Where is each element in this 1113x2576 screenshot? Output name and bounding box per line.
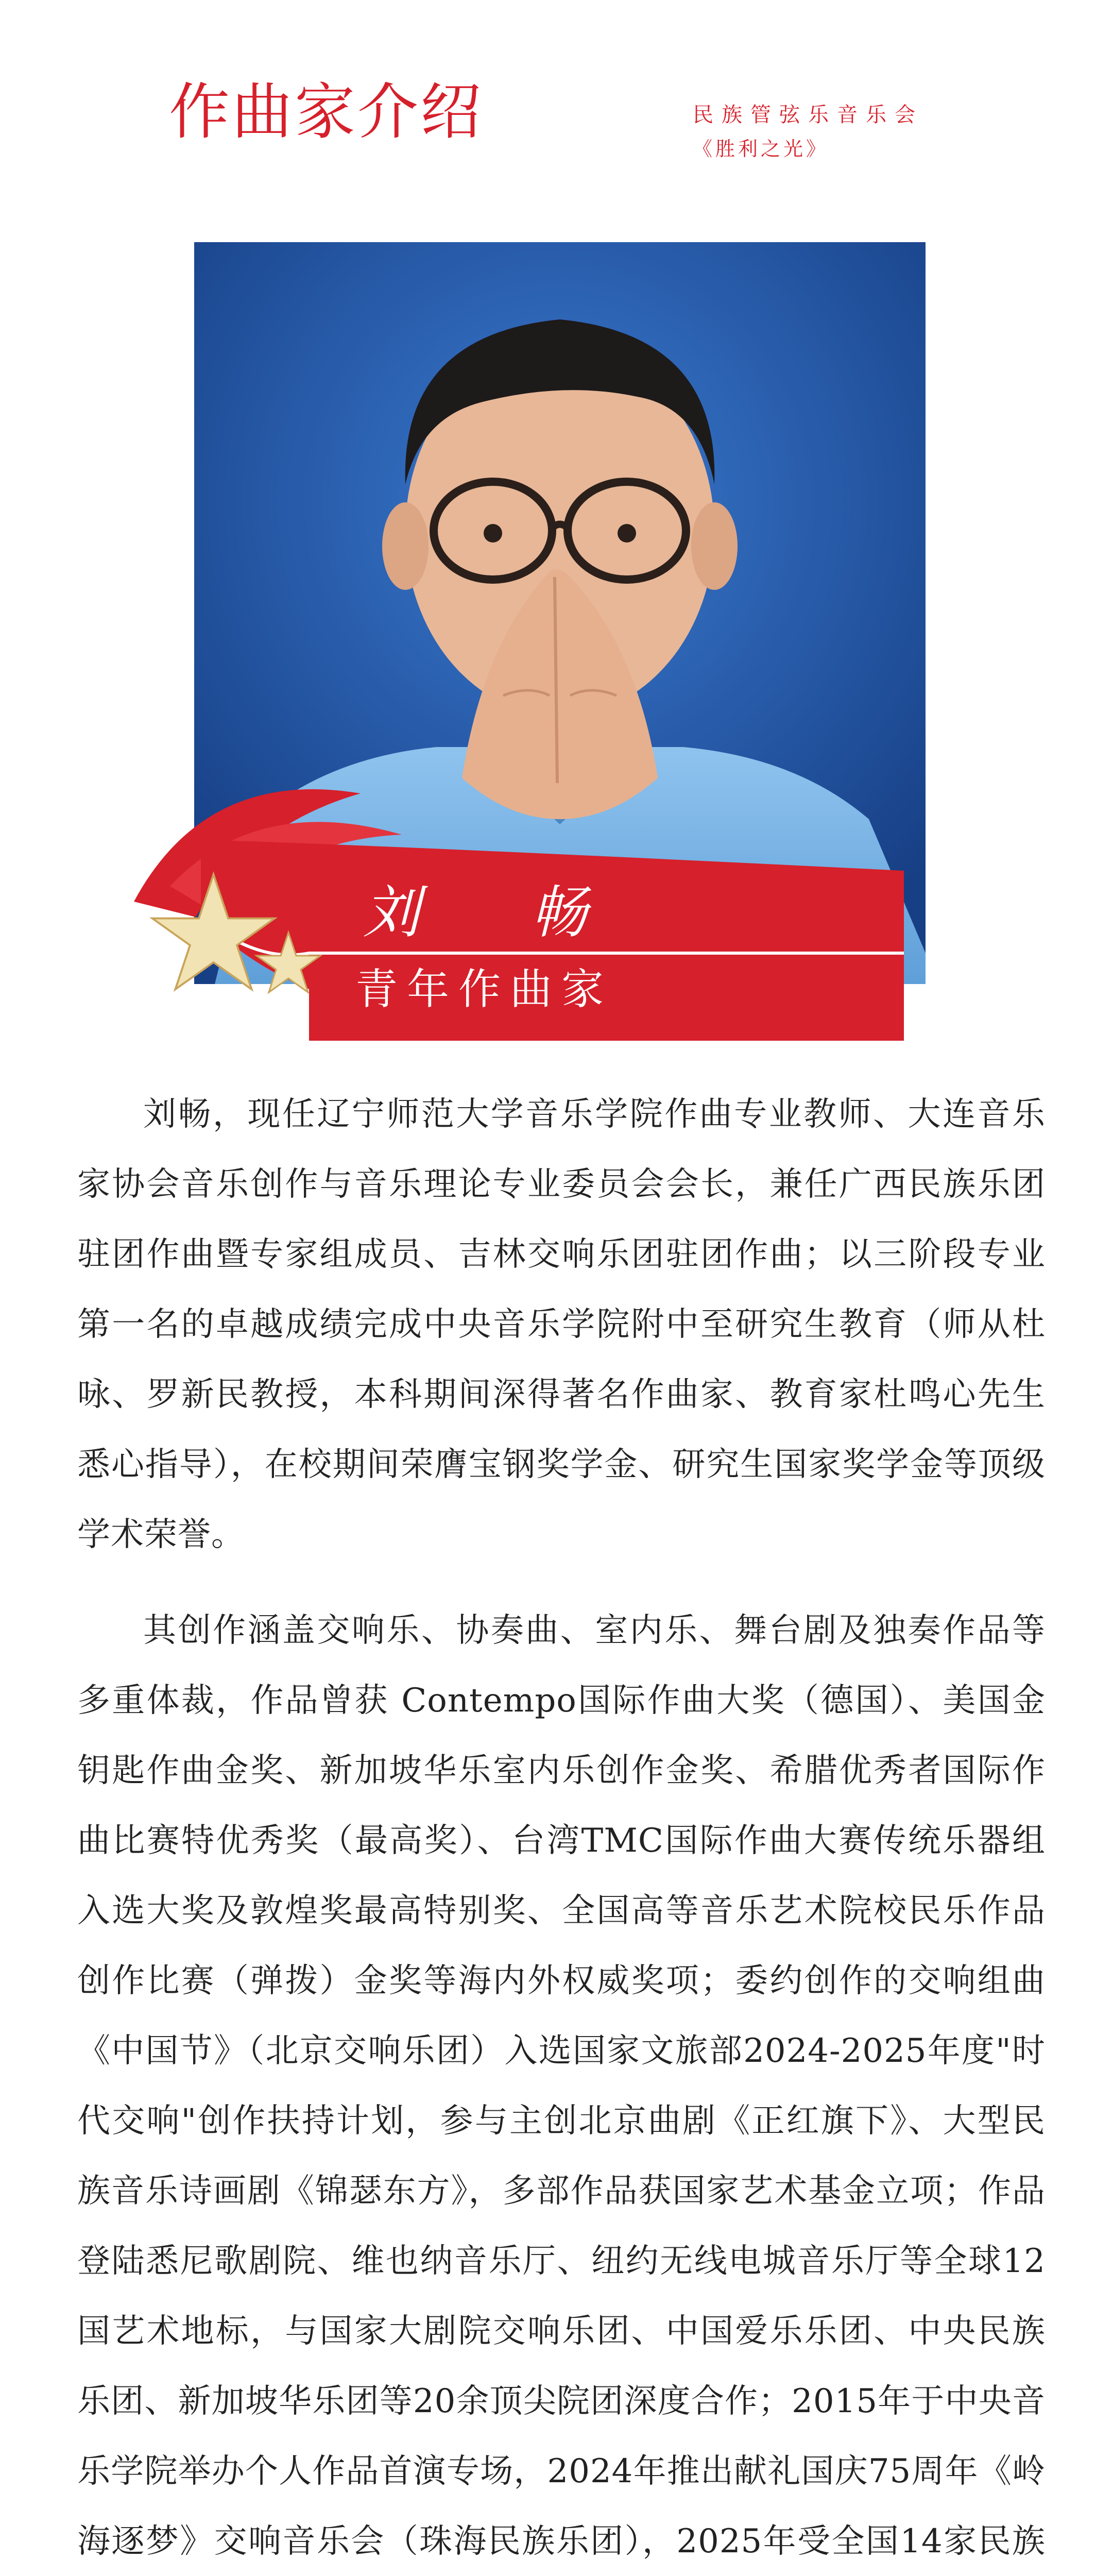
page-title: 作曲家介绍 [169,76,484,147]
concert-name-label: 《胜利之光》 [693,138,829,160]
bio-paragraph-1: 刘畅，现任辽宁师范大学音乐学院作曲专业教师、大连音乐家协会音乐创作与音乐理论专业委员会会长，兼任广西民族乐团驻团作曲暨专家组成员、吉林交响乐团驻团作曲；以三阶段专业第一名的卓越成绩完成中央音乐学院附中至研究生教育（师从杜咏、罗新民教授，本科期间深得著名作曲家、教育家杜鸣心先生悉心指导），在校期间荣膺宝钢奖学金、研究生国家奖学金等顶级学术荣誉。 [77,1095,1046,1554]
composer-name: 刘 畅 [363,879,633,945]
bio-paragraph-2: 其创作涵盖交响乐、协奏曲、室内乐、舞台剧及独奏作品等多重体裁，作品曾获 Contempo国际作曲大奖（德国）、美国金钥匙作曲金奖、新加坡华乐室内乐创作金奖、希腊优秀者国际作曲比赛特优秀奖（最高奖）、台湾TMC国际作曲大赛传统乐器组入选大奖及敦煌奖最高特别奖、全国高等音乐艺术院校民乐作品创作比赛（弹拨）金奖等海内外权威奖项；委约创作的交响组曲《中国节》（北京交响乐团）入选国家文旅部2024-2025年度"时代交响"创作扶持计划，参与主创北京曲剧《正红旗下》、大型民族音乐诗画剧《锦瑟东方》，多部作品获国家艺术基金立项；作品登陆悉尼歌剧院、维也纳音乐厅、纽约无线电城音乐厅等全球12国艺术地标，与国家大剧院交响乐团、中国爱乐乐团、中央民族乐团、新加坡华乐团等20余顶尖院团深度合作；2015年于中央音乐学院举办个人作品首演专场，2024年推出献礼国庆75周年《岭海逐梦》交响音乐会（珠海民族乐团），2025年受全国14家民族 [77,1612,1046,2561]
biography [77,1079,1046,2576]
concert-subtitle [693,98,923,166]
composer-role: 青年作曲家 [355,965,613,1014]
concert-series-label: 民族管弦乐音乐会 [693,103,923,127]
